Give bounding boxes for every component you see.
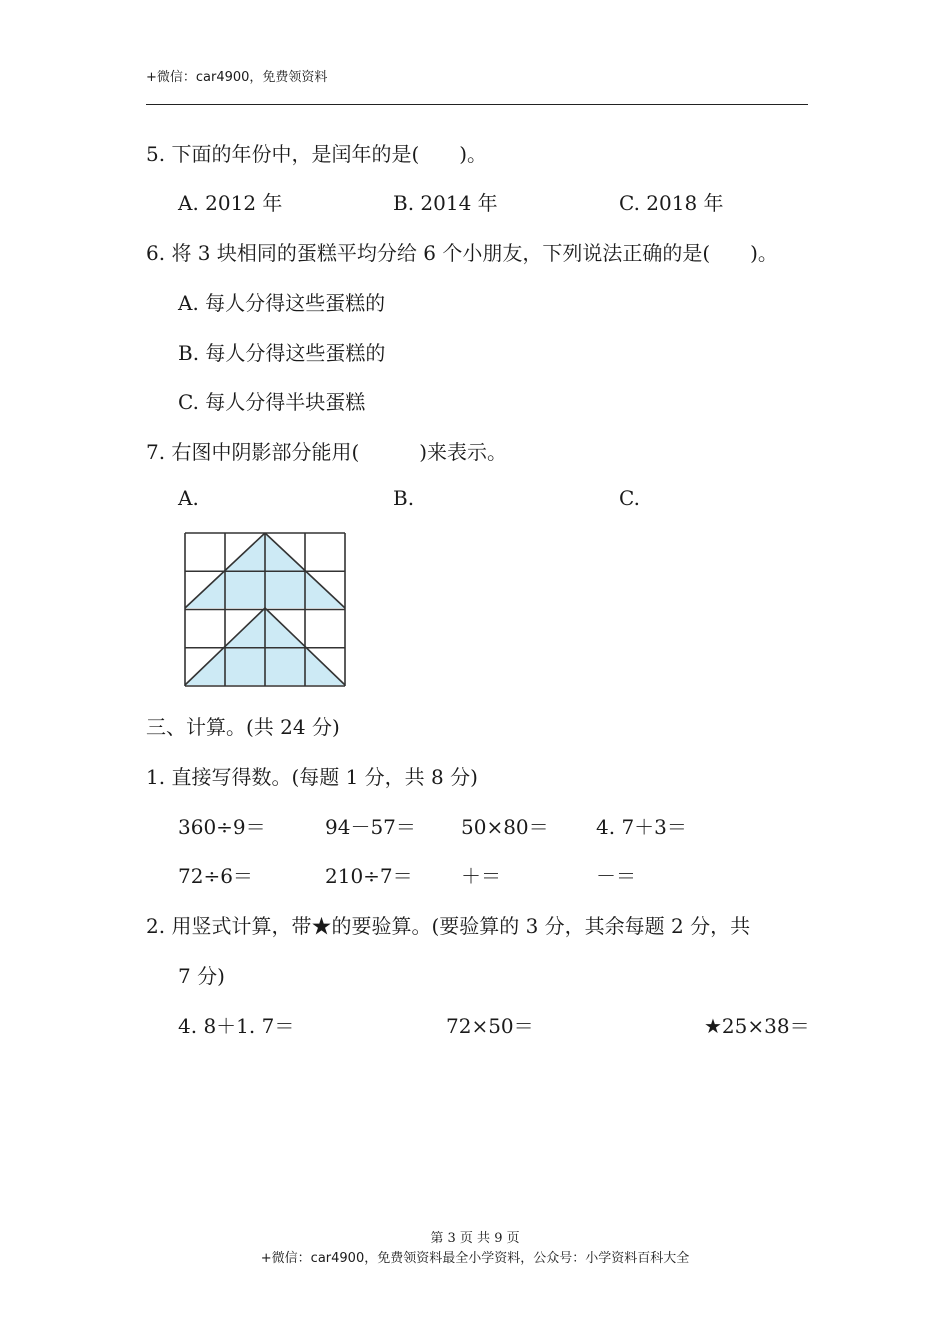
- question-6-option-b: B. 每人分得这些蛋糕的: [178, 341, 386, 365]
- part-2-stem-line-1: 2. 用竖式计算，带★的要验算。(要验算的 3 分，其余每题 2 分，共: [146, 914, 751, 938]
- header-divider: [146, 104, 808, 105]
- question-5-option-b: B. 2014 年: [393, 191, 498, 215]
- part-2-stem-line-2: 7 分): [178, 964, 225, 988]
- footer-note: +微信：car4900，免费领资料最全小学资料，公众号：小学资料百科大全: [260, 1251, 690, 1266]
- question-7-option-a: A.: [178, 486, 199, 510]
- question-7-option-c: C.: [619, 486, 640, 510]
- question-7-stem: 7. 右图中阴影部分能用( )来表示。: [146, 440, 508, 464]
- question-5-stem: 5. 下面的年份中，是闰年的是( )。: [146, 142, 488, 166]
- page-number: 第 3 页 共 9 页: [430, 1231, 520, 1246]
- calc-item: 50×80＝: [461, 815, 549, 839]
- question-5-option-a: A. 2012 年: [178, 191, 283, 215]
- question-6-stem: 6. 将 3 块相同的蛋糕平均分给 6 个小朋友，下列说法正确的是( )。: [146, 241, 778, 265]
- question-5-option-c: C. 2018 年: [619, 191, 724, 215]
- header-note: +微信：car4900，免费领资料: [146, 70, 328, 85]
- vertical-calc-item: 72×50＝: [446, 1014, 534, 1038]
- shaded-grid-figure: [181, 529, 349, 689]
- part-1-stem: 1. 直接写得数。(每题 1 分，共 8 分): [146, 765, 478, 789]
- calc-item: ＋＝: [461, 864, 501, 888]
- calc-item: 4. 7＋3＝: [596, 815, 687, 839]
- question-6-option-c: C. 每人分得半块蛋糕: [178, 390, 366, 414]
- question-6-option-a: A. 每人分得这些蛋糕的: [178, 291, 386, 315]
- section-3-title: 三、计算。(共 24 分): [146, 715, 340, 739]
- question-7-option-b: B.: [393, 486, 415, 510]
- calc-item: 210÷7＝: [325, 864, 413, 888]
- calc-item: 94－57＝: [325, 815, 416, 839]
- calc-item: 360÷9＝: [178, 815, 266, 839]
- vertical-calc-item: 4. 8＋1. 7＝: [178, 1014, 295, 1038]
- calc-item: －＝: [596, 864, 636, 888]
- calc-item: 72÷6＝: [178, 864, 253, 888]
- vertical-calc-item-starred: ★25×38＝: [704, 1014, 810, 1038]
